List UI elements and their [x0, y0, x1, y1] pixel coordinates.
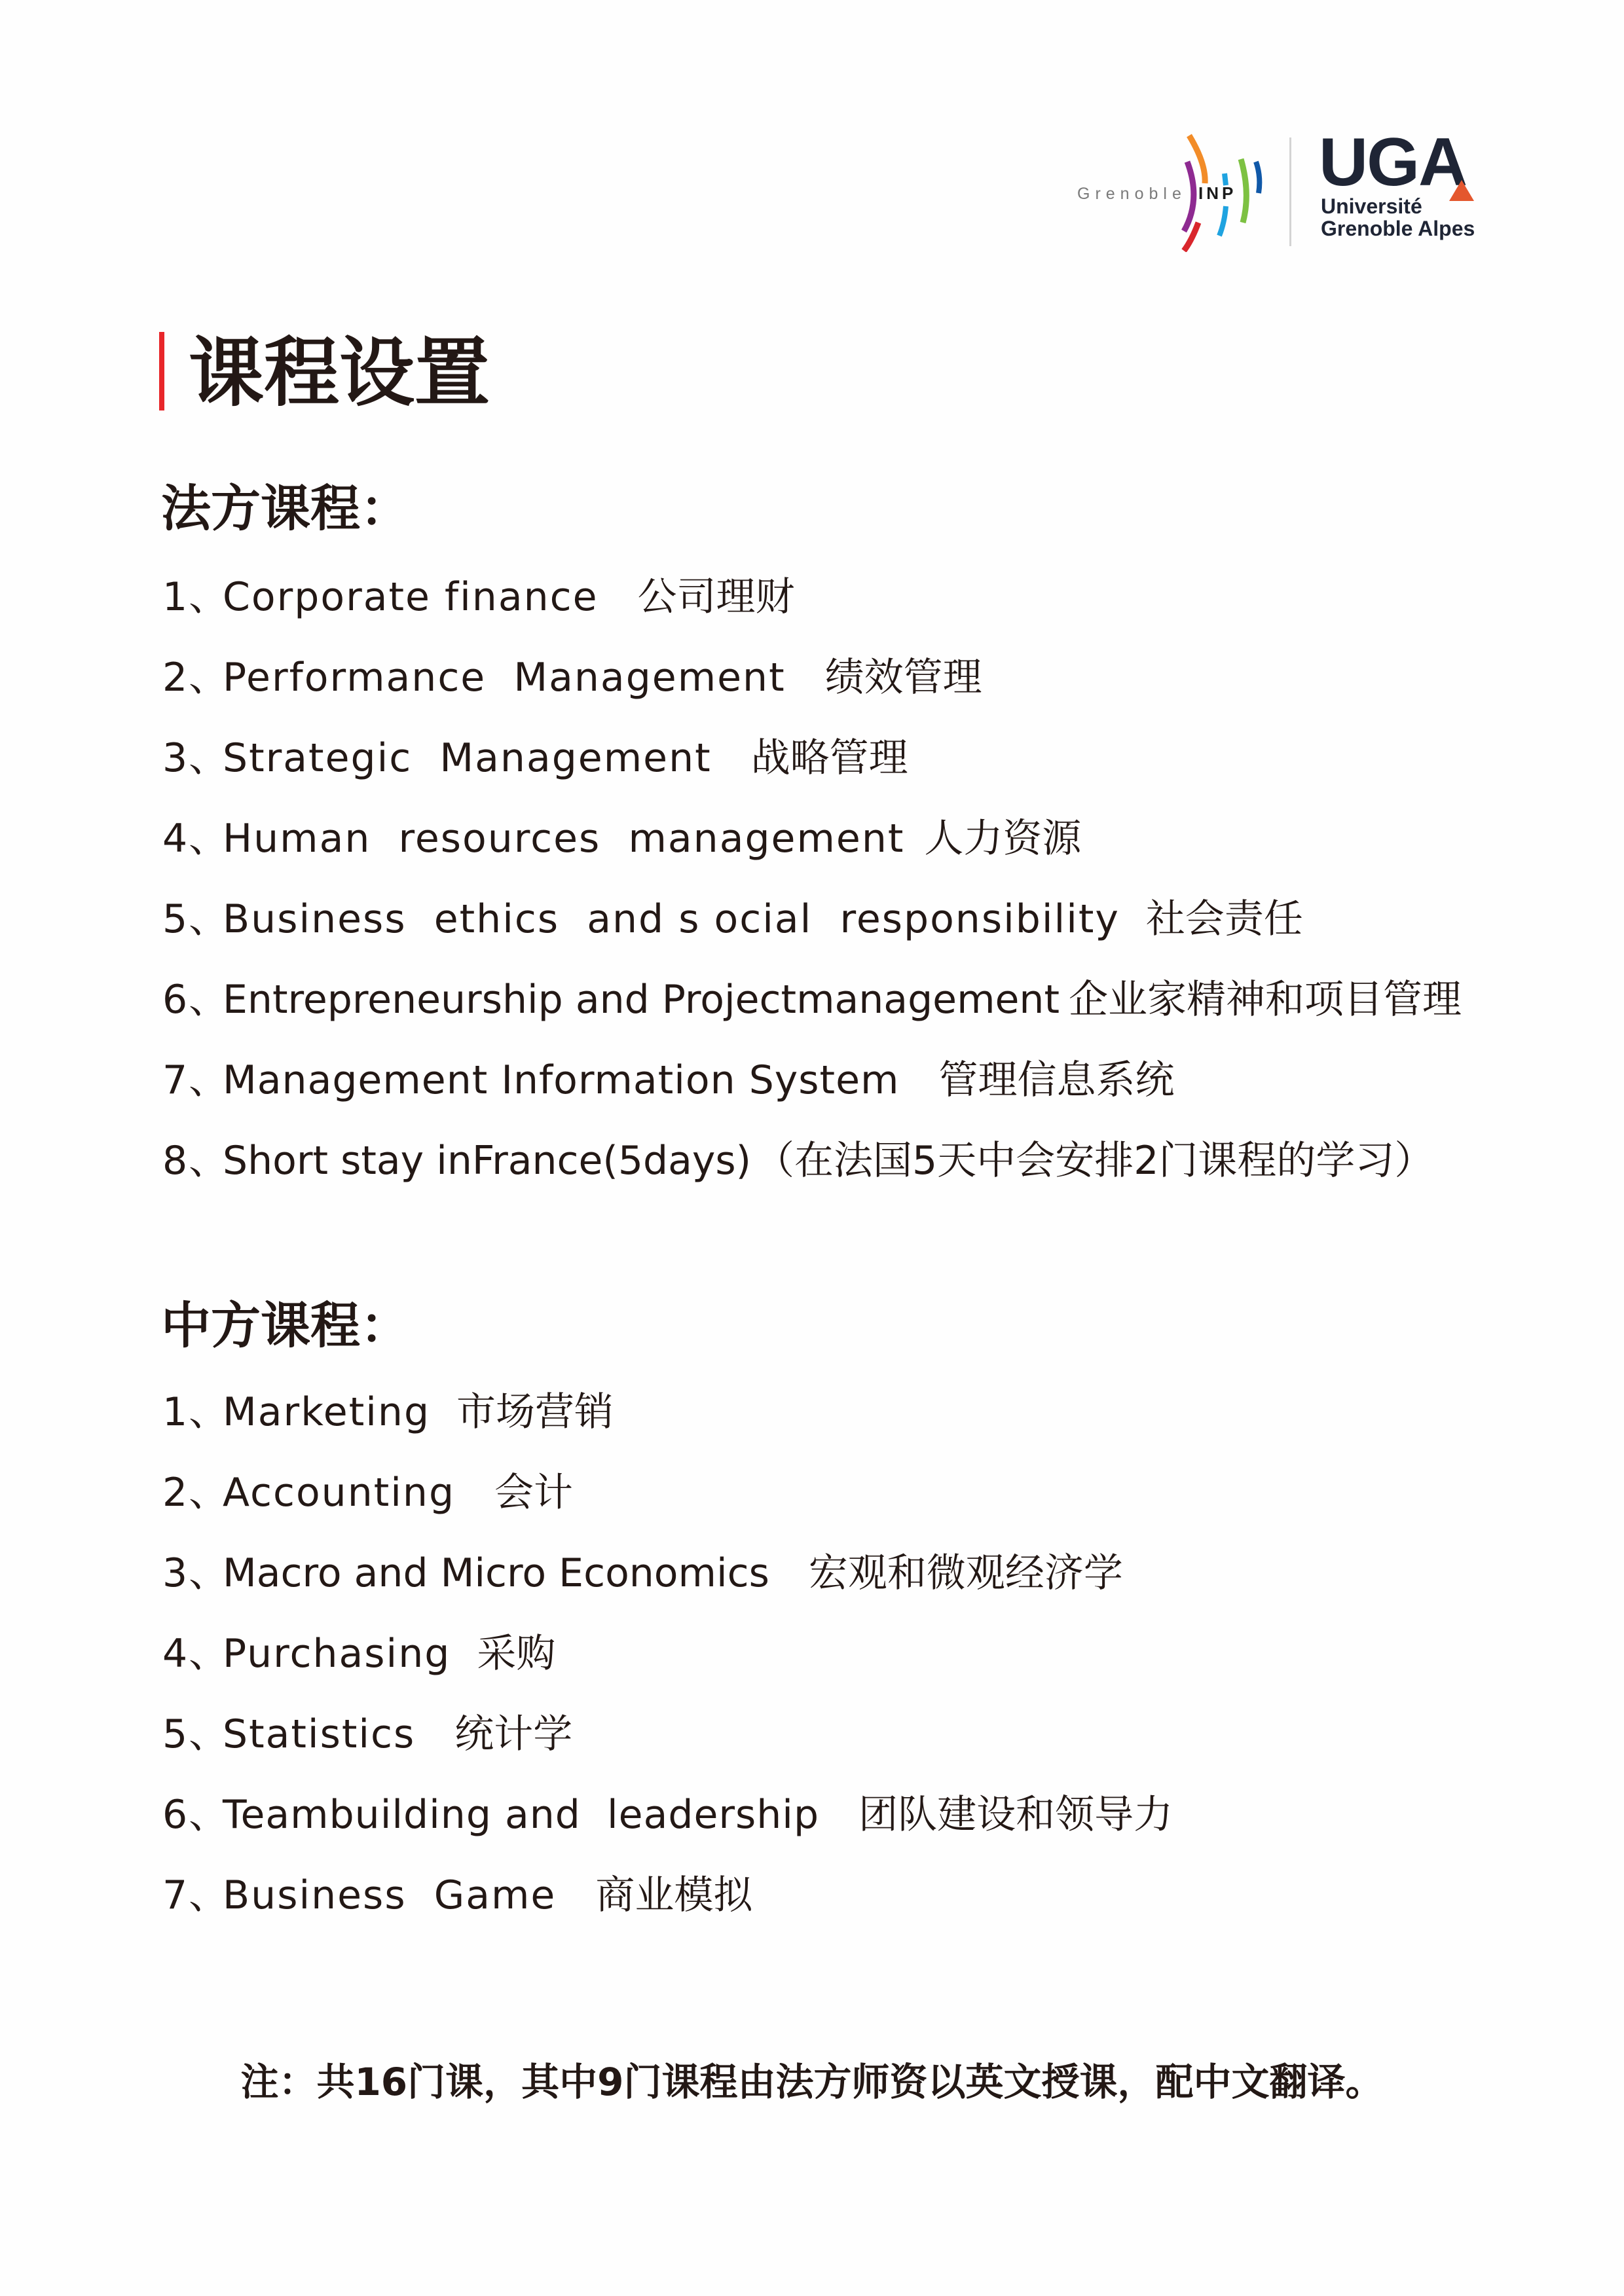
- list-item: [162, 1547, 1123, 1599]
- french-section-heading: 法方课程：: [161, 479, 410, 538]
- item-en: Human resources management: [223, 816, 905, 862]
- list-item: [162, 1467, 573, 1519]
- item-cn: 人力资源: [924, 816, 1082, 862]
- page-title: 课程设置: [189, 329, 490, 417]
- uga-mark: UGA: [1319, 124, 1467, 200]
- list-item: [162, 1135, 1433, 1187]
- item-cn: 绩效管理: [824, 655, 982, 701]
- item-number: 4、: [162, 816, 230, 862]
- uga-name: [1321, 195, 1475, 240]
- item-number: 5、: [162, 896, 230, 942]
- list-item: [162, 732, 908, 784]
- item-cn: 企业家精神和项目管理: [1069, 977, 1462, 1023]
- logo-inp-text: INP: [1198, 183, 1237, 203]
- item-number: 8、: [162, 1138, 230, 1184]
- item-cn: 团队建设和领导力: [858, 1792, 1173, 1838]
- item-cn: 会计: [494, 1470, 574, 1516]
- list-item: [162, 1628, 555, 1680]
- item-number: 2、: [162, 655, 230, 701]
- list-item: [162, 1789, 1173, 1841]
- item-cn: 市场营销: [456, 1389, 614, 1435]
- uga-line2: Grenoble Alpes: [1321, 217, 1475, 240]
- item-cn: 战略管理: [750, 735, 908, 781]
- item-number: 5、: [162, 1711, 230, 1757]
- list-item: [162, 1869, 752, 1922]
- item-en: Purchasing: [223, 1631, 451, 1677]
- item-en: Short stay inFrance(5days): [223, 1138, 752, 1184]
- item-cn: 管理信息系统: [938, 1057, 1175, 1103]
- item-number: 2、: [162, 1470, 230, 1516]
- list-item: [162, 893, 1303, 945]
- item-number: 6、: [162, 977, 230, 1023]
- uga-line1: Université: [1321, 194, 1422, 218]
- grenoble-inp-logo: [1067, 128, 1264, 252]
- item-number: 1、: [162, 1389, 230, 1435]
- list-item: [162, 812, 1081, 865]
- item-en: Entrepreneurship and Projectmanagement: [223, 977, 1060, 1023]
- item-number: 7、: [162, 1057, 230, 1103]
- footnote: 注：共16门课，其中9门课程由法方师资以英文授课，配中文翻译。: [240, 2060, 1384, 2104]
- item-en: Management Information System: [223, 1057, 900, 1103]
- item-en: Accounting: [223, 1470, 456, 1516]
- item-cn: 商业模拟: [595, 1872, 753, 1918]
- list-item: [162, 1708, 572, 1760]
- item-number: 3、: [162, 1550, 230, 1596]
- list-item: [162, 651, 982, 704]
- item-en: Performance Management: [223, 655, 786, 701]
- item-number: 7、: [162, 1872, 230, 1918]
- list-item: [162, 974, 1462, 1026]
- item-number: 3、: [162, 735, 230, 781]
- item-en: Business Game: [223, 1872, 557, 1918]
- title-accent-bar: [159, 332, 164, 410]
- item-cn: （在法国5天中会安排2门课程的学习）: [755, 1138, 1434, 1184]
- item-number: 6、: [162, 1792, 230, 1838]
- item-en: Macro and Micro Economics: [223, 1550, 769, 1596]
- list-item: [162, 1054, 1174, 1106]
- logo-grenoble-text: Grenoble: [1077, 185, 1187, 203]
- item-number: 4、: [162, 1631, 230, 1677]
- item-cn: 采购: [477, 1631, 556, 1677]
- item-en: Teambuilding and leadership: [223, 1792, 820, 1838]
- item-en: Statistics: [223, 1711, 416, 1757]
- item-number: 1、: [162, 574, 230, 620]
- item-cn: 统计学: [454, 1711, 573, 1757]
- chinese-section-heading: 中方课程：: [161, 1296, 410, 1355]
- logo-divider: [1289, 137, 1291, 246]
- list-item: [162, 571, 795, 623]
- list-item: [162, 1386, 614, 1438]
- item-cn: 公司理财: [637, 574, 795, 620]
- item-en: Corporate finance: [223, 574, 599, 620]
- item-en: Marketing: [223, 1389, 431, 1435]
- item-cn: 宏观和微观经济学: [808, 1550, 1123, 1596]
- item-en: Business ethics and s ocial responsibility: [223, 896, 1120, 942]
- item-cn: 社会责任: [1145, 896, 1303, 942]
- item-en: Strategic Management: [223, 735, 712, 781]
